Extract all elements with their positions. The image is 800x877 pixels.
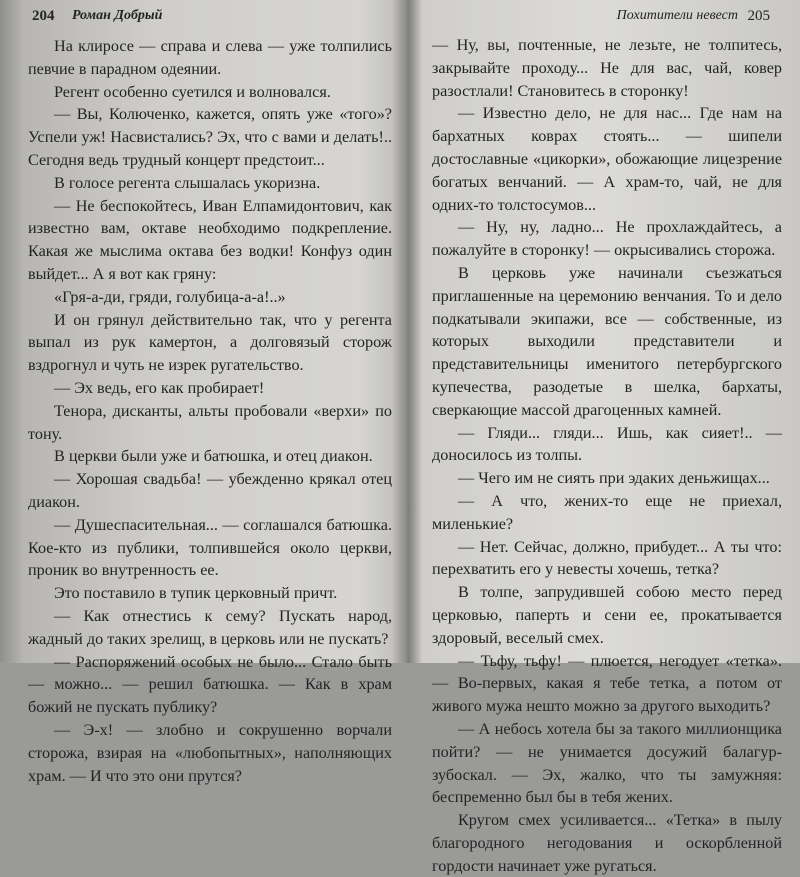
- right-page-number: 205: [747, 8, 770, 24]
- left-page-number: 204: [32, 8, 55, 24]
- paragraph: — Э-х! — злобно и сокрушенно ворчали сторожа, взирая на «любопытных», наполняющих храм. — И что это они прутся?: [28, 720, 392, 785]
- paragraph: — Не беспокойтесь, Иван Елпамидонтович, как известно вам, октаве необходимо подкрепление. Какая же мыслима октава без водки! Конфуз один выйдет... А я вот как гряну:: [28, 196, 392, 283]
- paragraph: На клиросе — справа и слева — уже толпились певчие в парадном одеянии.: [28, 37, 392, 78]
- paragraph: — Хорошая свадьба! — убежденно крякал отец диакон.: [28, 470, 392, 511]
- paragraph: — Чего им не сиять при эдаких деньжищах...: [458, 469, 770, 488]
- paragraph: — Тьфу, тьфу! — плюется, негодует «тетка». — Во-первых, какая я тебе тетка, а потом от живого мужа нешто можно за другого выходить?: [432, 651, 782, 716]
- paragraph: — Известно дело, не для нас... Где нам на бархатных коврах стоять... — шипели достославные «цикорки», обожающие лицезрение богатых венчаний. — А храм-то, чай, не для одних-то толстосумов...: [432, 104, 782, 214]
- right-running-head: Похитители невест: [616, 8, 738, 23]
- left-running-head: Роман Добрый: [72, 8, 163, 23]
- paragraph: — Эх ведь, его как пробирает!: [54, 378, 265, 397]
- right-page-text: [424, 30, 790, 877]
- left-page-header: [22, 2, 400, 30]
- paragraph: И он грянул действительно так, что у регента выпал из рук камертон, а долговязый сторож вздрогнул и чуть не изрек ругательство.: [28, 310, 392, 375]
- paragraph: — Ну, вы, почтенные, не лезьте, не толпитесь, закрывайте проходу... Не для вас, чай, ковер разостлали! Становитесь в сторонку!: [432, 36, 782, 100]
- paragraph: — Душеспасительная... — соглашался батюшка. Кое-кто из публики, толпившейся около церкви, проник во внутренность ее.: [28, 515, 392, 580]
- left-page: [22, 0, 400, 785]
- paragraph: «Гря-а-ди, гряди, голубица-а-а!..»: [54, 287, 286, 306]
- paragraph: Кругом смех усиливается... «Тетка» в пылу благородного негодования и оскорбленной гордости начинает уже ругаться.: [432, 811, 782, 875]
- paragraph: В церковь уже начинали съезжаться приглашенные на церемонию венчания. То и дело подкатывали экипажи, все — собственные, из которых выходили представители и представительницы именитого петербургского купечества, разодетые в шелка, бархаты, сверкающие массой драгоценных камней.: [432, 263, 782, 419]
- paragraph: — А что, жених-то еще не приехал, миленькие?: [432, 491, 782, 533]
- paragraph: Это поставило в тупик церковный причт.: [54, 584, 338, 603]
- paragraph: Тенора, дисканты, альты пробовали «верхи» по тону.: [28, 401, 392, 443]
- paragraph: — Вы, Колюченко, кажется, опять уже «того»? Успели уж! Насвистались? Эх, что с вами и делать!.. Сегодня ведь трудный концерт предстоит...: [28, 105, 392, 169]
- right-page-header: [424, 2, 790, 30]
- paragraph: — Как отнестись к сему? Пускать народ, жадный до таких зрелищ, в церковь или не пускать?: [28, 606, 392, 648]
- paragraph: — Ну, ну, ладно... Не прохлаждайтесь, а пожалуйте в сторонку! — окрысивались сторожа.: [432, 218, 782, 260]
- right-page: [424, 0, 790, 875]
- paragraph: — Нет. Сейчас, должно, прибудет... А ты что: перехватить его у невесты хочешь, тетка?: [432, 537, 782, 579]
- paragraph: Регент особенно суетился и волновался.: [54, 82, 331, 101]
- paragraph: В толпе, запрудившей собою место перед церковью, паперть и сени ее, прокатывается здоровый, веселый смех.: [432, 583, 782, 647]
- paragraph: — А небось хотела бы за такого миллионщика пойти? — не унимается досужий балагур-зубоскал. — Эх, жалко, что ты замужняя: беспременно был бы в тебя жених.: [432, 719, 782, 807]
- left-page-text: [22, 30, 400, 787]
- paragraph: В голосе регента слышалась укоризна.: [54, 173, 321, 192]
- paragraph: — Распоряжений особых не было... Стало быть — можно... — решил батюшка. — Как в храм божий не пускать публику?: [28, 652, 392, 717]
- paragraph: — Гляди... гляди... Ишь, как сияет!.. — доносилось из толпы.: [432, 423, 782, 465]
- paragraph: В церкви были уже и батюшка, и отец диакон.: [54, 447, 373, 466]
